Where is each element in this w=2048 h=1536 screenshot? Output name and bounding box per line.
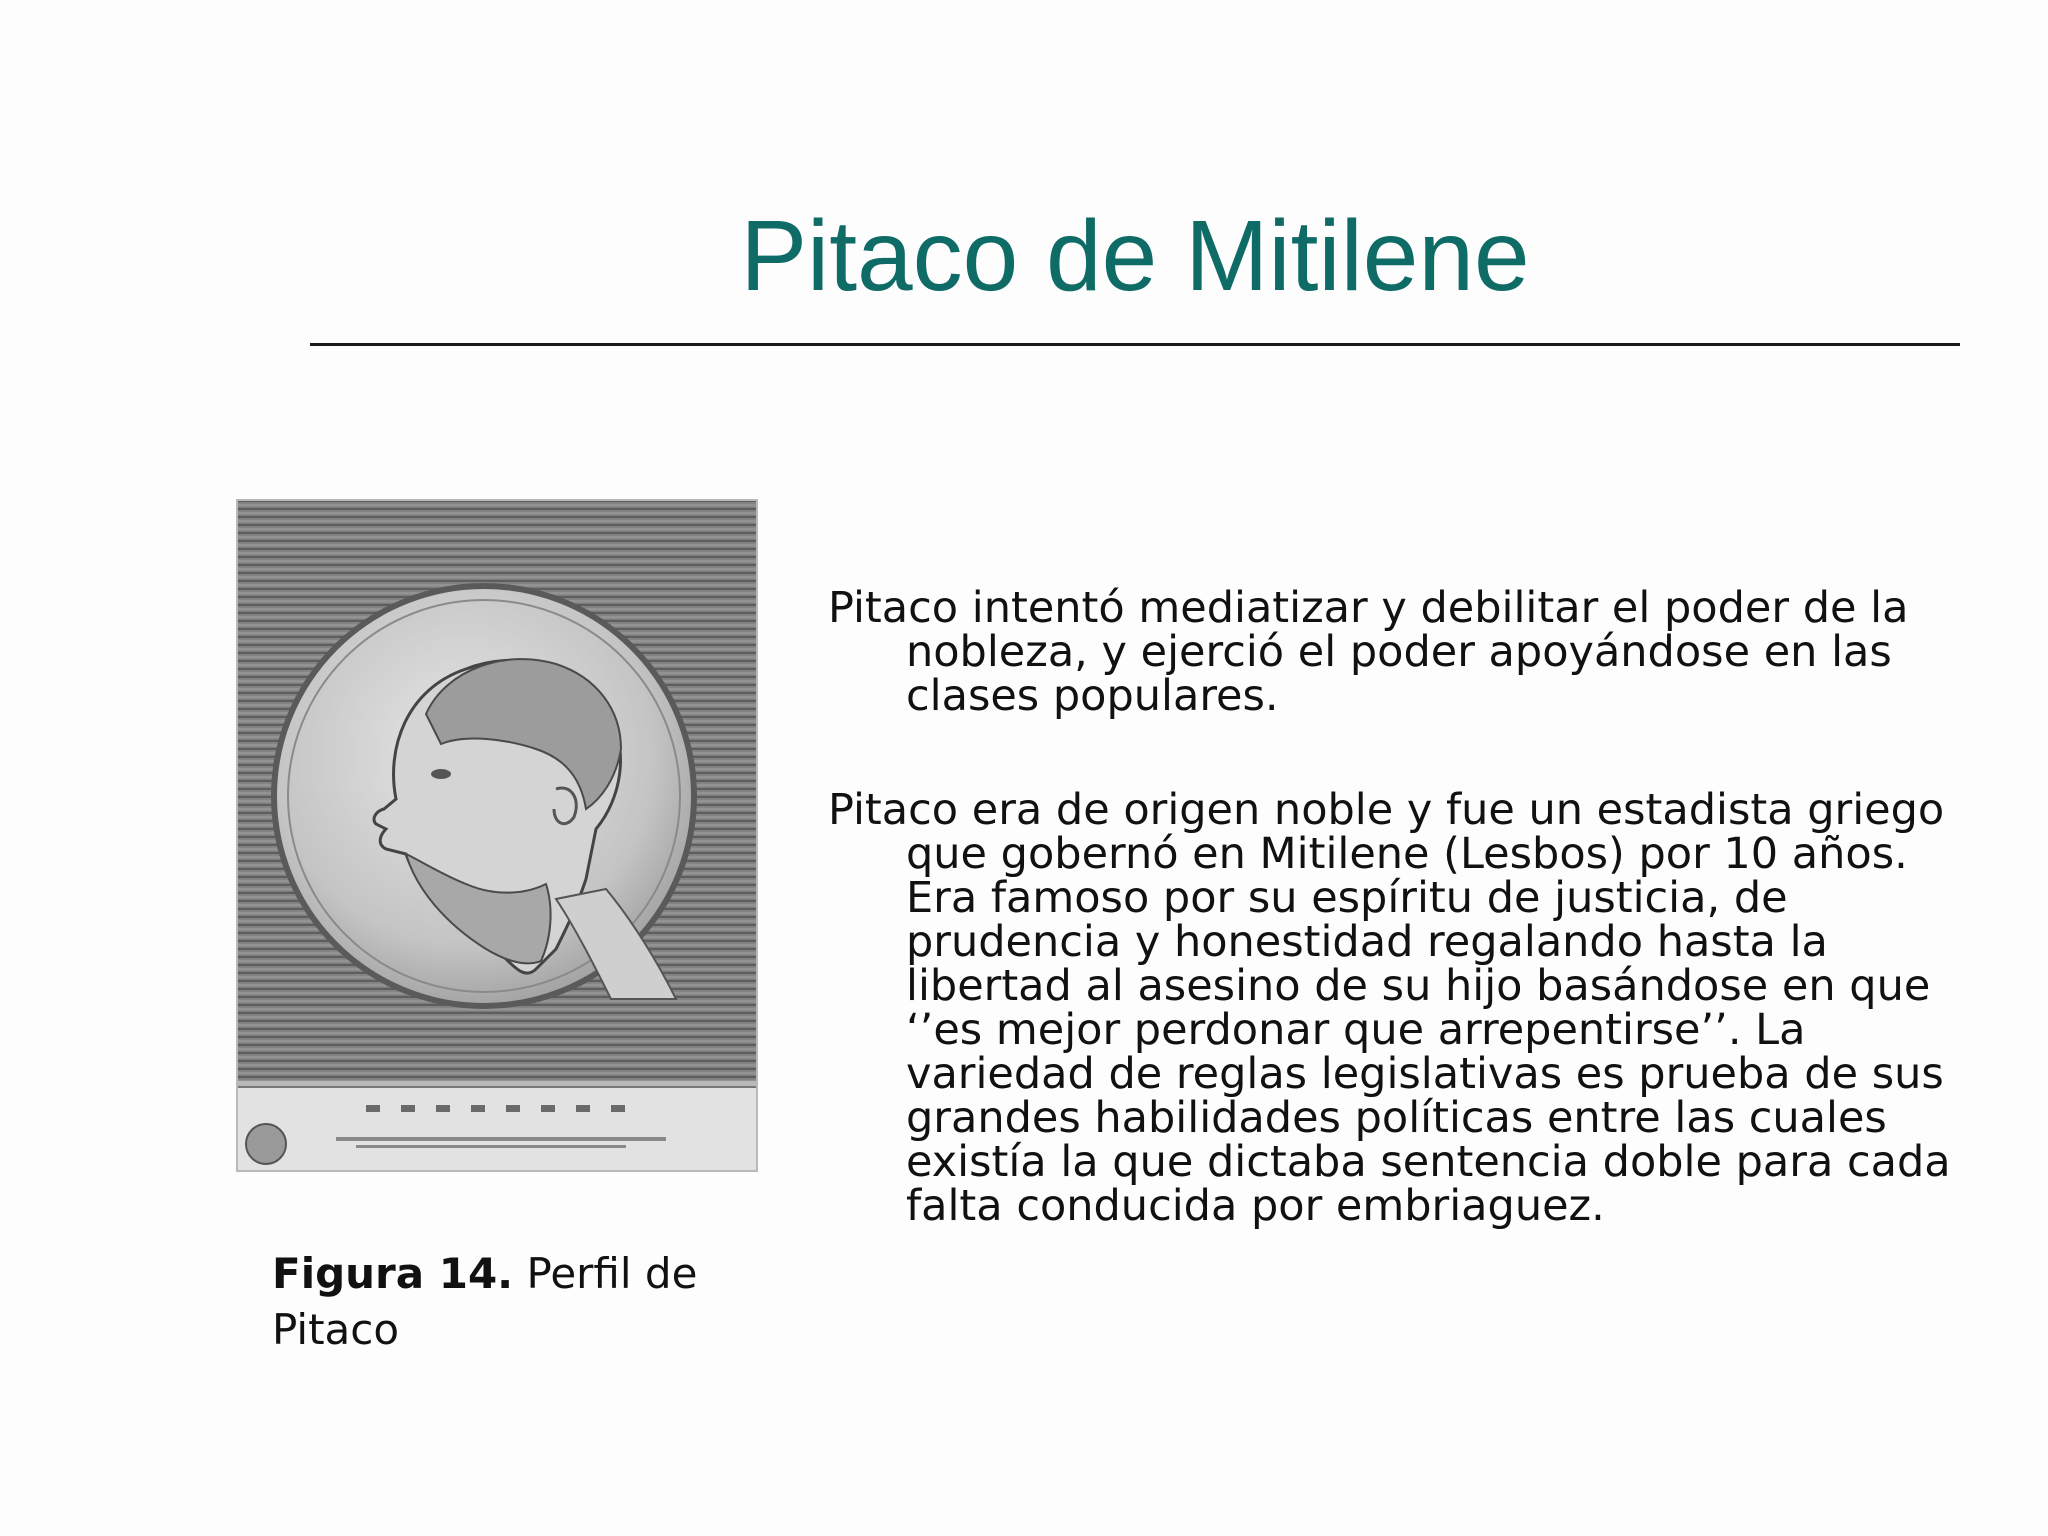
- slide-title: Pitaco de Mitilene: [740, 200, 1530, 312]
- paragraph-1: Pitaco intentó mediatizar y debilitar el poder de la nobleza, y ejerció el poder apoyándose en las clases populares.: [828, 583, 1909, 721]
- body-text: [828, 583, 1968, 1298]
- figure-number: Figura 14.: [272, 1249, 514, 1298]
- paragraph-2: Pitaco era de origen noble y fue un estadista griego que gobernó en Mitilene (Lesbos) por 10 años. Era famoso por su espíritu de justicia, de prudencia y honestidad regalando hasta la libertad al asesino de su hijo basándose en que ‘’es mejor perdonar que arrepentirse’’. La variedad de reglas legislativas es prueba de sus grandes habilidades políticas entre las cuales existía la que dictaba sentencia doble para cada falta conducida por embriaguez.: [828, 785, 1951, 1231]
- title-divider: [310, 343, 1960, 346]
- figure-caption: [272, 1246, 712, 1358]
- figure-description: Perfil de Pitaco: [272, 1249, 698, 1354]
- portrait-medallion-image: [236, 499, 758, 1172]
